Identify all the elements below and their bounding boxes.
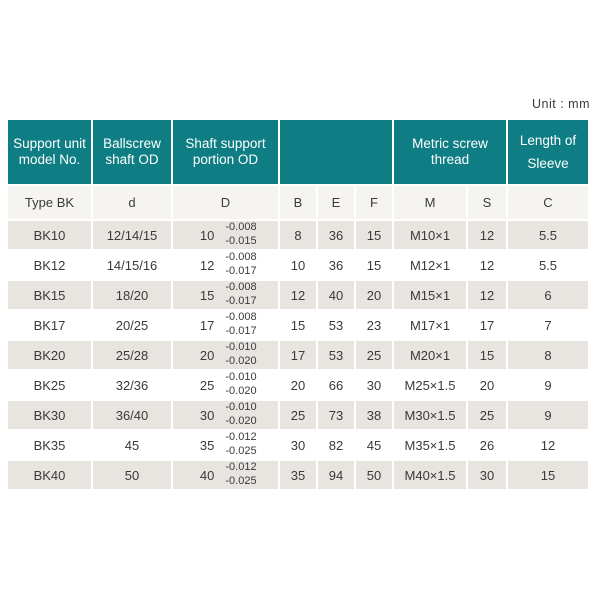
d-tolerance-group	[173, 221, 278, 249]
subheader-S: S	[468, 186, 506, 219]
table-row-bk35	[8, 431, 588, 459]
cell-M: M15×1	[394, 281, 466, 309]
cell-S: 15	[468, 341, 506, 369]
cell-S: 12	[468, 251, 506, 279]
header-line: Shaft support	[185, 136, 266, 152]
cell-C: 5.5	[508, 251, 588, 279]
d-tolerance-group	[173, 341, 278, 369]
cell-F: 15	[356, 221, 392, 249]
cell-M: M20×1	[394, 341, 466, 369]
cell-model: BK20	[8, 341, 91, 369]
header-line: shaft OD	[105, 152, 159, 167]
subheader-B: B	[280, 186, 316, 219]
d-tol-lower: -0.017	[225, 295, 257, 307]
cell-model: BK17	[8, 311, 91, 339]
header-line: portion OD	[192, 152, 259, 167]
cell-D	[173, 341, 278, 369]
cell-F: 50	[356, 461, 392, 489]
cell-S: 30	[468, 461, 506, 489]
cell-D	[173, 401, 278, 429]
cell-S: 12	[468, 221, 506, 249]
d-tolerance	[225, 281, 256, 309]
header-metric-screw-thread	[394, 120, 506, 184]
cell-C: 7	[508, 311, 588, 339]
subheader-D: D	[173, 186, 278, 219]
d-tol-upper: -0.012	[225, 431, 257, 444]
cell-B: 35	[280, 461, 316, 489]
cell-E: 73	[318, 401, 354, 429]
cell-d: 36/40	[93, 401, 171, 429]
d-tolerance	[225, 311, 256, 339]
d-value: 30	[199, 407, 215, 423]
cell-C: 8	[508, 341, 588, 369]
header-line: Length of	[519, 132, 577, 148]
d-tol-lower: -0.020	[225, 355, 257, 367]
d-value: 35	[199, 437, 215, 453]
cell-M: M40×1.5	[394, 461, 466, 489]
cell-M: M10×1	[394, 221, 466, 249]
cell-D	[173, 371, 278, 399]
cell-d: 18/20	[93, 281, 171, 309]
subheader-type-bk: Type BK	[8, 186, 91, 219]
header-line: Ballscrew	[103, 136, 161, 152]
d-tol-upper: -0.008	[225, 251, 257, 264]
d-value: 20	[199, 347, 215, 363]
table-row-bk40	[8, 461, 588, 489]
cell-D	[173, 461, 278, 489]
cell-D	[173, 431, 278, 459]
cell-E: 36	[318, 251, 354, 279]
cell-model: BK40	[8, 461, 91, 489]
cell-B: 12	[280, 281, 316, 309]
d-tol-upper: -0.010	[225, 371, 257, 384]
cell-F: 23	[356, 311, 392, 339]
d-tolerance-group	[173, 461, 278, 489]
cell-E: 66	[318, 371, 354, 399]
d-tolerance-group	[173, 281, 278, 309]
cell-F: 45	[356, 431, 392, 459]
cell-C: 6	[508, 281, 588, 309]
cell-d: 20/25	[93, 311, 171, 339]
cell-model: BK35	[8, 431, 91, 459]
cell-S: 25	[468, 401, 506, 429]
d-tolerance-group	[173, 311, 278, 339]
cell-S: 12	[468, 281, 506, 309]
cell-B: 25	[280, 401, 316, 429]
cell-C: 5.5	[508, 221, 588, 249]
subheader-row	[8, 186, 588, 219]
cell-model: BK12	[8, 251, 91, 279]
d-tol-upper: -0.010	[225, 341, 257, 354]
cell-B: 30	[280, 431, 316, 459]
cell-M: M35×1.5	[394, 431, 466, 459]
header-length-of-sleeve	[508, 120, 588, 184]
cell-model: BK30	[8, 401, 91, 429]
cell-S: 20	[468, 371, 506, 399]
cell-F: 38	[356, 401, 392, 429]
cell-E: 40	[318, 281, 354, 309]
cell-model: BK10	[8, 221, 91, 249]
support-unit-spec-table	[6, 118, 590, 491]
cell-B: 15	[280, 311, 316, 339]
cell-C: 9	[508, 371, 588, 399]
header-line: thread	[430, 152, 470, 167]
table-row-bk30	[8, 401, 588, 429]
d-tolerance	[225, 431, 256, 459]
cell-F: 30	[356, 371, 392, 399]
table-row-bk25	[8, 371, 588, 399]
table-row-bk20	[8, 341, 588, 369]
cell-E: 82	[318, 431, 354, 459]
cell-M: M17×1	[394, 311, 466, 339]
d-value: 25	[199, 377, 215, 393]
d-value: 17	[199, 317, 215, 333]
cell-F: 15	[356, 251, 392, 279]
cell-B: 8	[280, 221, 316, 249]
d-tolerance-group	[173, 251, 278, 279]
cell-model: BK15	[8, 281, 91, 309]
d-tol-upper: -0.008	[225, 281, 257, 294]
cell-d: 12/14/15	[93, 221, 171, 249]
d-value: 12	[199, 257, 215, 273]
subheader-C: C	[508, 186, 588, 219]
d-tolerance	[225, 401, 256, 429]
d-tolerance	[225, 251, 256, 279]
d-tol-upper: -0.008	[225, 221, 257, 234]
cell-d: 32/36	[93, 371, 171, 399]
subheader-d: d	[93, 186, 171, 219]
header-support-unit-model	[8, 120, 91, 184]
cell-M: M12×1	[394, 251, 466, 279]
cell-E: 94	[318, 461, 354, 489]
d-tol-lower: -0.020	[225, 415, 257, 427]
subheader-E: E	[318, 186, 354, 219]
d-tolerance-group	[173, 371, 278, 399]
cell-C: 9	[508, 401, 588, 429]
cell-C: 12	[508, 431, 588, 459]
cell-F: 25	[356, 341, 392, 369]
d-tolerance	[225, 221, 256, 249]
cell-d: 50	[93, 461, 171, 489]
d-tol-lower: -0.025	[225, 445, 257, 457]
table-row-bk15	[8, 281, 588, 309]
cell-B: 10	[280, 251, 316, 279]
header-line: Sleeve	[527, 155, 569, 171]
d-tol-lower: -0.017	[225, 325, 257, 337]
table-row-bk17	[8, 311, 588, 339]
d-tol-upper: -0.012	[225, 461, 257, 474]
d-value: 10	[199, 227, 215, 243]
d-tol-upper: -0.008	[225, 311, 257, 324]
subheader-F: F	[356, 186, 392, 219]
cell-D	[173, 251, 278, 279]
d-tolerance	[225, 461, 256, 489]
header-line: model No.	[18, 152, 81, 167]
d-tol-lower: -0.015	[225, 235, 257, 247]
cell-C: 15	[508, 461, 588, 489]
d-tolerance	[225, 371, 256, 399]
cell-E: 53	[318, 311, 354, 339]
d-tolerance	[225, 341, 256, 369]
header-ballscrew-shaft-od	[93, 120, 171, 184]
cell-F: 20	[356, 281, 392, 309]
cell-d: 14/15/16	[93, 251, 171, 279]
subheader-M: M	[394, 186, 466, 219]
header-shaft-support-portion-od	[173, 120, 278, 184]
cell-M: M25×1.5	[394, 371, 466, 399]
d-tolerance-group	[173, 401, 278, 429]
cell-E: 53	[318, 341, 354, 369]
cell-d: 25/28	[93, 341, 171, 369]
cell-S: 17	[468, 311, 506, 339]
cell-E: 36	[318, 221, 354, 249]
cell-M: M30×1.5	[394, 401, 466, 429]
d-tol-lower: -0.020	[225, 385, 257, 397]
cell-S: 26	[468, 431, 506, 459]
header-line: Metric screw	[412, 136, 488, 152]
cell-B: 17	[280, 341, 316, 369]
unit-note: Unit : mm	[532, 97, 590, 111]
header-blank-bef	[280, 120, 392, 184]
cell-D	[173, 311, 278, 339]
cell-D	[173, 221, 278, 249]
table-row-bk10	[8, 221, 588, 249]
cell-model: BK25	[8, 371, 91, 399]
table-row-bk12	[8, 251, 588, 279]
d-tol-lower: -0.017	[225, 265, 257, 277]
d-tolerance-group	[173, 431, 278, 459]
header-group-row	[8, 120, 588, 184]
d-value: 40	[199, 467, 215, 483]
d-tol-upper: -0.010	[225, 401, 257, 414]
header-line: Support unit	[13, 136, 86, 152]
d-tol-lower: -0.025	[225, 475, 257, 487]
d-value: 15	[199, 287, 215, 303]
cell-D	[173, 281, 278, 309]
cell-B: 20	[280, 371, 316, 399]
cell-d: 45	[93, 431, 171, 459]
